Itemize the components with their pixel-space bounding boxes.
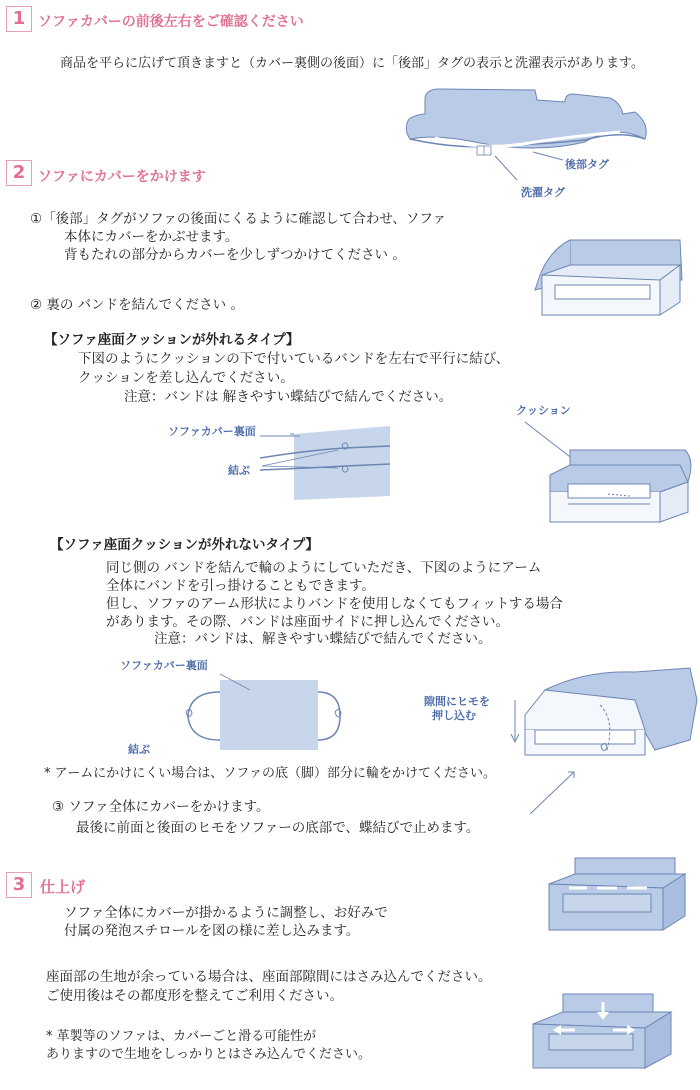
sofa-tuck-illustration: [527, 988, 677, 1076]
step1-line-3: 背もたれの部分からカバーを少しずつかけてください 。: [64, 247, 406, 263]
finish-note-1: * 革製等のソファは、カバーごと滑る可能性が: [46, 1029, 317, 1044]
sofa-cushion-illustration: [520, 420, 700, 530]
type-b-heading: 【ソファ座面クッションが外れないタイプ】: [50, 537, 319, 553]
finish-line-2: 付属の発泡スチロールを図の様に差し込みます。: [64, 923, 360, 939]
section-number-1: 1: [6, 6, 32, 32]
push-in-label-1: 隙間にヒモを: [424, 695, 490, 708]
section-number-2: 2: [6, 160, 32, 186]
type-b-line-1: 同じ側の バンドを結んで輪のようにしていただき、下図のようにアーム: [106, 560, 542, 576]
finish-line-1: ソファ全体にカバーが掛かるように調整し、お好みで: [64, 905, 388, 921]
step2-note: * アームにかけにくい場合は、ソファの底（脚）部分に輪をかけてください。: [44, 766, 496, 781]
finish-note-2: ありますので生地をしっかりとはさみ込んでください。: [46, 1047, 372, 1062]
section-number-3: 3: [6, 872, 32, 898]
section-title-3: 仕上げ: [40, 878, 86, 896]
type-a-heading: 【ソファ座面クッションが外れるタイプ】: [44, 332, 300, 348]
type-a-line-1: 下図のようにクッションの下で付いているバンドを左右で平行に結び、: [78, 351, 510, 367]
section1-text: 商品を平らに広げて頂きますと（カバー裏側の後面）に「後部」タグの表示と洗濯表示があります。: [60, 56, 644, 71]
type-a-tie-label: 結ぶ: [228, 464, 250, 477]
type-b-note: 注意：バンドは、解きやすい蝶結びで結んでください。: [154, 631, 492, 647]
step1-line-1: ①「後部」タグがソファの後面にくるように確認して合わせ、ソファ: [30, 211, 447, 227]
step2-title: ② 裏の バンドを結んでください 。: [30, 297, 244, 313]
wash-tag-label: 洗濯タグ: [521, 186, 565, 199]
type-b-line-3: 但し、ソファのアーム形状によりバンドを使用しなくてもフィットする場合: [106, 596, 563, 612]
back-tag-label: 後部タグ: [565, 158, 609, 171]
band-tie-diagram-a: [250, 420, 410, 510]
type-b-line-4: があります。その際、バンドは座面サイドに押し込んでください。: [106, 614, 509, 630]
finish-line-3: 座面部の生地が余っている場合は、座面部隙間にはさみ込んでください。: [46, 969, 492, 985]
sofa-foam-illustration: [545, 854, 695, 940]
sofa-push-in-illustration: [505, 660, 700, 770]
band-loop-diagram-b: [180, 670, 350, 760]
type-b-line-2: 全体にバンドを引っ掛けることもできます。: [106, 578, 375, 594]
sofa-cover-back-illustration: [530, 230, 690, 340]
type-a-line-2: クッションを差し込んでください。: [78, 370, 294, 386]
type-a-note: 注意：バンドは 解きやすい蝶結びで結んでください。: [124, 389, 453, 405]
push-in-label-2: 押し込む: [432, 709, 476, 722]
type-b-cover-back-label: ソファカバー裏面: [120, 659, 208, 672]
finish-line-4: ご使用後はその都度形を整えてご利用ください。: [46, 988, 343, 1004]
type-a-cover-back-label: ソファカバー裏面: [168, 425, 256, 438]
type-b-tie-label: 結ぶ: [128, 743, 150, 756]
step3-text: 最後に前面と後面のヒモをソファーの底部で、蝶結びで止めます。: [76, 820, 480, 836]
step1-line-2: 本体にカバーをかぶせます。: [64, 229, 239, 245]
section-title-1: ソファカバーの前後左右をご確認ください: [38, 14, 304, 30]
pointer-arrow: [528, 768, 578, 818]
step3-title: ③ ソファ全体にカバーをかけます。: [52, 799, 270, 815]
cushion-label: クッション: [516, 404, 571, 417]
section-title-2: ソファにカバーをかけます: [38, 169, 206, 185]
